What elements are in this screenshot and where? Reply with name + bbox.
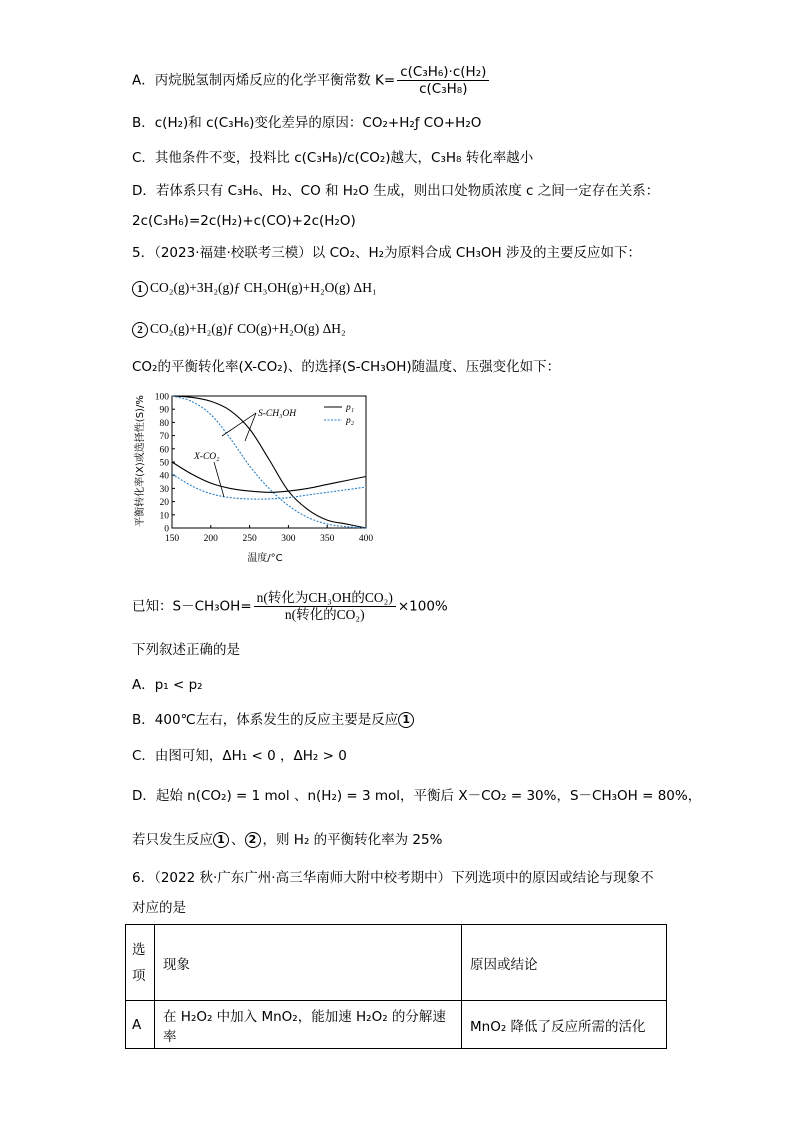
x-tick-label: 300 [281, 534, 296, 544]
table-row [126, 1001, 667, 1049]
y-tick-label: 0 [164, 524, 169, 535]
y-tick-label: 10 [159, 511, 169, 522]
table-header-row [126, 925, 667, 1001]
q5-d-suffix: ，则 H₂ 的平衡转化率为 25% [262, 832, 443, 848]
q6-stem-line1: 6．（2022 秋·广东广州·高三华南师大附中校考期中）下列选项中的原因或结论与现象不 [132, 870, 654, 886]
circled-number-1: 1 [398, 712, 414, 728]
q5-option-c: C．由图可知，ΔH₁ < 0 ，ΔH₂ > 0 [132, 748, 347, 764]
q4-option-d-relation: 2c(C₃H₆)=2c(H₂)+c(CO)+2c(H₂O) [132, 213, 356, 229]
y-tick-label: 70 [159, 432, 169, 443]
y-tick-label: 50 [159, 458, 169, 469]
q6-stem-line2: 对应的是 [132, 900, 186, 916]
q5-d-prefix: 若只发生反应 [132, 832, 213, 848]
q5-option-b [132, 711, 416, 729]
annotation-leader [222, 413, 256, 436]
q5-stem: 5．（2023·福建·校联考三模）以 CO₂、H₂为原料合成 CH₃OH 涉及的主要反应如下： [132, 245, 641, 261]
selectivity-numerator: n(转化为CH₃OH的CO₂) [254, 590, 396, 607]
row-a-option: A [126, 1001, 155, 1049]
q5-question: 下列叙述正确的是 [132, 642, 240, 658]
reaction-2 [132, 320, 346, 338]
q5-option-b-text: B．400℃左右，体系发生的反应主要是反应 [132, 712, 399, 728]
y-axis-label: 平衡转化率(X)或选择性(S)/% [135, 395, 146, 527]
known-suffix: ×100% [397, 598, 448, 615]
x-tick-label: 350 [320, 534, 335, 544]
selectivity-denominator: n(转化的CO₂) [284, 607, 365, 622]
q4-option-a [132, 64, 491, 97]
equilibrium-constant-fraction [397, 64, 489, 97]
q4-option-c: C．其他条件不变，投料比 c(C₃H₈)/c(CO₂)越大，C₃H₈ 转化率越小 [132, 150, 534, 166]
reaction-1-equation: CO₂(g)+3H₂(g)ƒ CH₃OH(g)+H₂O(g) ΔH₁ [150, 280, 377, 295]
y-tick-label: 40 [159, 471, 169, 482]
q4-option-b: B．c(H₂)和 c(C₃H₆)变化差异的原因：CO₂+H₂ƒ CO+H₂O [132, 115, 482, 131]
y-tick-label: 20 [159, 498, 169, 509]
q5-d-sep: 、 [231, 832, 245, 848]
y-tick-label: 60 [159, 445, 169, 456]
x-axis-label: 温度/°C [247, 553, 283, 564]
y-axis-label-group [133, 395, 146, 527]
y-tick-label: 80 [159, 418, 169, 429]
circled-number-2: 2 [132, 322, 148, 338]
circled-number-1: 1 [213, 832, 229, 848]
header-reason: 原因或结论 [462, 925, 667, 1001]
circled-number-2: 2 [245, 832, 261, 848]
annotation-leader [214, 462, 224, 497]
q4-a-text: A．丙烷脱氢制丙烯反应的化学平衡常数 K= [132, 72, 396, 89]
annotation-x-co2: X-CO₂ [194, 452, 220, 462]
q5-option-d: D．起始 n(CO₂) = 1 mol 、n(H₂) = 3 mol，平衡后 X－CO₂ = 30%，S－CH₃OH = 80%， [132, 788, 702, 804]
conversion-selectivity-chart [132, 383, 382, 568]
known-definition [132, 590, 448, 623]
row-a-phenomenon: 在 H₂O₂ 中加入 MnO₂，能加速 H₂O₂ 的分解速率 [155, 1001, 462, 1049]
annotation-s-ch3oh: S-CH₃OH [258, 409, 297, 419]
chart-intro: CO₂的平衡转化率(X-CO₂)、的选择(S-CH₃OH)随温度、压强变化如下： [132, 359, 561, 375]
fraction-denominator: c(C₃H₈) [419, 81, 468, 97]
x-tick-label: 200 [203, 534, 218, 544]
legend-label-p1: p₁ [346, 403, 355, 413]
legend-label-p2: p₂ [346, 416, 355, 426]
y-tick-label: 100 [154, 392, 169, 403]
q5-option-d-cont [132, 831, 442, 849]
x-tick-label: 250 [242, 534, 257, 544]
series-line-p2-x-co2 [172, 474, 366, 499]
x-tick-label: 400 [358, 534, 374, 544]
row-a-reason: MnO₂ 降低了反应所需的活化 [462, 1001, 667, 1049]
circled-number-1: 1 [132, 281, 148, 297]
plot-area [155, 393, 374, 545]
header-option: 选项 [126, 925, 155, 1001]
y-tick-label: 90 [159, 405, 169, 416]
known-prefix: 已知：S－CH₃OH= [132, 598, 252, 615]
selectivity-fraction [254, 590, 396, 623]
header-phenomenon: 现象 [155, 925, 462, 1001]
reaction-1 [132, 279, 377, 297]
fraction-numerator: c(C₃H₆)·c(H₂) [397, 64, 489, 81]
options-table [125, 924, 667, 1049]
reaction-2-equation: CO₂(g)+H₂(g)ƒ CO(g)+H₂O(g) ΔH₂ [150, 321, 346, 336]
q4-option-d: D．若体系只有 C₃H₆、H₂、CO 和 H₂O 生成，则出口处物质浓度 c 之间一定存在关系： [132, 183, 660, 199]
y-tick-label: 30 [159, 484, 169, 495]
x-tick-label: 150 [164, 534, 180, 544]
q5-option-a: A．p₁ < p₂ [132, 677, 203, 693]
